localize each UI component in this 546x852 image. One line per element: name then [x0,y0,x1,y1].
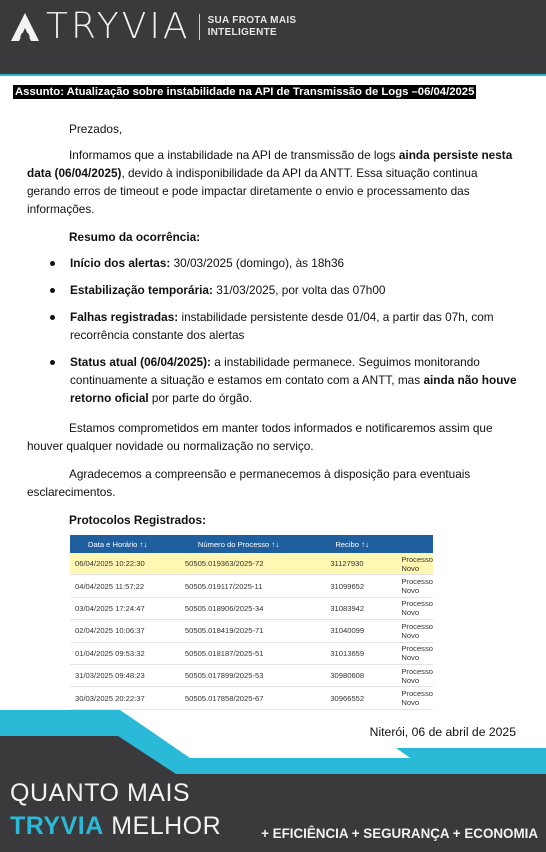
footer-tags: + EFICIÊNCIA + SEGURANÇA + ECONOMIA [261,826,538,841]
column-header-label: Recibo [335,539,359,549]
cell-status: Processo Novo [396,553,433,575]
summary-heading: Resumo da ocorrência: [69,230,201,244]
cell-receipt: 31083942 [325,597,396,619]
cell-date: 30/03/2025 20:22:37 [70,687,180,709]
table-row [70,664,433,686]
cell-status: Processo Novo [396,664,433,686]
column-header-process[interactable] [180,535,325,553]
cell-process: 50505.017899/2025-53 [180,664,325,686]
bullet-label: Início dos alertas: [70,256,171,270]
bullet-text: 31/03/2025, por volta das 07h00 [212,283,386,297]
table-row [70,642,433,664]
intro-text-bold: ainda persiste nesta data (06/04/2025) [27,148,513,180]
intro-paragraph [27,146,524,218]
bullet-label: Status atual (06/04/2025): [70,355,211,369]
place-date: Niterói, 06 de abril de 2025 [369,725,516,739]
tryvia-logo-icon [10,12,40,42]
cell-status: Processo Novo [396,620,433,642]
commitment-paragraph: Estamos comprometidos em manter todos informados e notificaremos assim que houver qualquer novidade ou normalização no serviço. [27,421,493,453]
cell-receipt: 30966552 [325,687,396,709]
header-accent-stripe [0,74,546,76]
list-item [48,281,518,299]
cell-date: 04/04/2025 11:57:22 [70,575,180,597]
subject-line: Assunto: Atualização sobre instabilidade na API de Transmissão de Logs –06/04/2025 [15,86,475,98]
table-row [70,620,433,642]
cell-date: 31/03/2025 09:48:23 [70,664,180,686]
footer-slogan-rest: MELHOR [103,812,222,840]
cell-receipt: 30980608 [325,664,396,686]
cell-status: Processo Novo [396,642,433,664]
cell-receipt: 31013659 [325,642,396,664]
sort-arrows-icon: ↑↓ [271,539,280,549]
cell-status: Processo Novo [396,597,433,619]
cell-receipt: 31040099 [325,620,396,642]
footer-slogan-line2 [10,812,221,841]
summary-list [48,254,518,416]
logo-divider [199,14,200,40]
tagline-line1: SUA FROTA MAIS [207,15,297,26]
cell-process: 50505.019363/2025-72 [180,553,325,575]
cell-process: 50505.018419/2025-71 [180,620,325,642]
bullet-label: Estabilização temporária: [70,283,213,297]
cell-date: 02/04/2025 10:06:37 [70,620,180,642]
cell-status: Processo Novo [396,687,433,709]
intro-text-a: Informamos que a instabilidade na API de transmissão de logs [69,148,399,162]
brand-tagline [208,15,297,39]
column-header-label: Número do Processo [197,539,270,549]
tagline-line2: INTELIGENTE [207,27,277,38]
greeting: Prezados, [69,122,123,136]
table-header-row [70,535,433,553]
cell-process: 50505.017858/2025-67 [180,687,325,709]
list-item [48,308,518,344]
protocols-heading: Protocolos Registrados: [69,513,206,527]
bullet-bold-text: ainda não houve retorno oficial [70,373,517,405]
bullet-text: 30/03/2025 (domingo), às 18h36 [170,256,345,270]
column-header-receipt[interactable] [325,535,396,553]
footer-slogan-line1: QUANTO MAIS [10,779,191,807]
thanks-paragraph: Agradecemos a compreensão e permanecemos à disposição para eventuais esclarecimentos. [27,467,471,499]
cell-process: 50505.019117/2025-11 [180,575,325,597]
protocols-table [70,535,433,710]
header-banner [0,0,546,76]
cell-date: 01/04/2025 09:53:32 [70,642,180,664]
bullet-text: instabilidade persistente desde 01/04, a partir das 07h, com recorrência constante dos alertas [70,310,494,342]
column-header-label: Data e Horário [88,539,138,549]
cell-status: Processo Novo [396,575,433,597]
cell-process: 50505.018906/2025-34 [180,597,325,619]
cell-receipt: 31127930 [325,553,396,575]
brand-logo [10,6,297,47]
bullet-label: Falhas registradas: [70,310,179,324]
list-item [48,353,518,407]
table-row [70,553,433,575]
cell-process: 50505.018187/2025-51 [180,642,325,664]
table-row [70,575,433,597]
brand-name: TRYVIA [46,6,191,47]
sort-arrows-icon: ↑↓ [139,539,148,549]
column-header-date[interactable] [70,535,180,553]
cell-date: 03/04/2025 17:24:47 [70,597,180,619]
bullet-text: a instabilidade permanece. Seguimos monitorando continuamente a situação e estamos em contato com a ANTT, mas [70,355,480,387]
footer-brand-accent: TRYVIA [10,812,104,840]
cell-date: 06/04/2025 10:22:30 [70,553,180,575]
list-item [48,254,518,272]
table-row [70,597,433,619]
intro-text-c: , devido à indisponibilidade da API da ANTT. Essa situação continua gerando erros de timeout e pode impactar diretamente o envio e processamento das informações. [27,166,478,216]
sort-arrows-icon: ↑↓ [360,539,369,549]
cell-receipt: 31099652 [325,575,396,597]
column-header-status [396,535,433,553]
bullet-text: por parte do órgão. [148,391,253,405]
